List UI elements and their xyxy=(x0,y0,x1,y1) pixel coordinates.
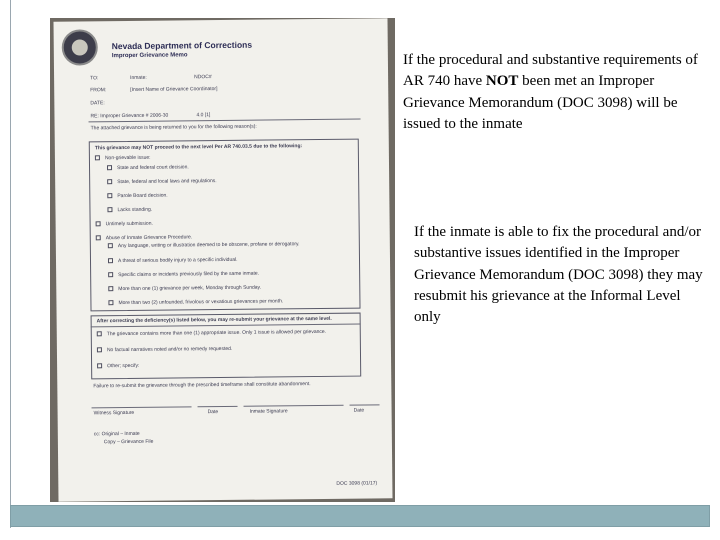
failure-line: Failure to re-submit the grievance through the prescribed timeframe shall constitute abandonment. xyxy=(93,381,311,390)
cc-copy: Copy – Grievance File xyxy=(103,438,154,446)
re-level: 4.0 [1] xyxy=(196,112,211,119)
date-label: Date xyxy=(353,407,365,414)
list-item: No factual narratives noted and/or no remedy requested. xyxy=(106,345,233,354)
cc-original: cc: Original – Inmate xyxy=(93,430,140,438)
list-item: State and federal court decision. xyxy=(117,164,189,172)
witness-signature-label: Witness Signature xyxy=(93,409,135,417)
memo-paper xyxy=(53,18,392,501)
checkbox[interactable] xyxy=(108,243,113,248)
signature-line xyxy=(350,404,380,405)
non-grievable-label: Non-grievable issue: xyxy=(104,154,151,162)
signature-line xyxy=(244,405,344,407)
memo-title: Nevada Department of Corrections xyxy=(111,39,253,52)
checkbox[interactable] xyxy=(96,221,101,226)
header-divider xyxy=(89,119,361,123)
list-item: More than one (1) grievance per week, Monday through Sunday. xyxy=(118,284,262,293)
checkbox[interactable] xyxy=(97,363,102,368)
list-item: Parole Board decision. xyxy=(117,192,168,200)
checkbox[interactable] xyxy=(108,272,113,277)
date-label: DATE: xyxy=(90,100,105,107)
list-item: More than two (2) unfounded, frivolous or vexatious grievances per month. xyxy=(118,298,284,307)
signature-line xyxy=(92,406,192,408)
list-item: A threat of serious bodily injury to a specific individual. xyxy=(117,256,238,265)
slide-frame-line xyxy=(10,0,11,528)
memo-subtitle: Improper Grievance Memo xyxy=(111,52,188,60)
paragraph1-bold: NOT xyxy=(485,73,519,90)
checkbox[interactable] xyxy=(97,347,102,352)
checkbox[interactable] xyxy=(107,179,112,184)
checkbox[interactable] xyxy=(95,155,100,160)
date-label: Date xyxy=(207,409,219,416)
abuse-label: Abuse of Inmate Grievance Procedure. xyxy=(105,234,193,242)
may-not-proceed-heading: This grievance may NOT proceed to the next level Per AR 740.03.5 due to the following: xyxy=(94,143,303,152)
form-number: DOC 3098 (01/17) xyxy=(336,480,378,487)
checkbox[interactable] xyxy=(108,286,113,291)
checkbox[interactable] xyxy=(108,258,113,263)
checkbox[interactable] xyxy=(97,331,102,336)
checkbox[interactable] xyxy=(96,235,101,240)
checkbox[interactable] xyxy=(107,193,112,198)
list-item: Lacks standing. xyxy=(117,206,153,214)
memo-photo xyxy=(50,18,395,502)
ndoc-number-label: NDOC# xyxy=(194,74,212,81)
returned-line: The attached grievance is being returned to you for the following reason(s): xyxy=(90,123,257,132)
checkbox[interactable] xyxy=(107,165,112,170)
slide-bottom-bar xyxy=(10,505,710,527)
list-item: Other; specify: xyxy=(107,362,140,370)
re-label: RE: Improper Grievance # 2006-30 xyxy=(90,112,169,120)
paragraph-resubmit: If the inmate is able to fix the procedural and/or substantive issues identified in the Improper Grievance Memorandum (DOC 3098) they may resubmit his grievance at the Informal Level only xyxy=(414,224,703,326)
list-item: Any language, writing or illustration deemed to be obscene, profane or derogatory. xyxy=(117,241,300,250)
signature-line xyxy=(198,406,238,407)
to-label: TO: xyxy=(90,75,99,82)
checkbox[interactable] xyxy=(108,300,113,305)
after-correcting-heading: After correcting the deficiency(s) listed below, you may re-submit your grievance at the same level. xyxy=(96,315,332,325)
from-value: [Insert Name of Grievance Coordinator] xyxy=(130,86,218,93)
list-item: State, federal and local laws and regulations. xyxy=(117,178,217,186)
ndoc-seal-icon xyxy=(62,29,98,65)
paragraph1-text: If the procedural and substantive requirements of AR 740 have xyxy=(403,52,698,90)
inmate-signature-label: Inmate Signature xyxy=(249,408,288,415)
paragraph1-text-end: been met an Improper Grievance Memorandum (DOC 3098) will be issued to the inmate xyxy=(403,73,678,132)
paragraph-improper-memo xyxy=(403,50,703,135)
inmate-label: Inmate: xyxy=(130,74,147,81)
list-item: Specific claims or incidents previously filed by the same inmate. xyxy=(118,270,260,279)
untimely-label: Untimely submission. xyxy=(105,220,153,228)
from-label: FROM: xyxy=(90,87,107,94)
list-item: The grievance contains more than one (1) appropriate issue. Only 1 issue is allowed per grievance. xyxy=(106,328,327,338)
checkbox[interactable] xyxy=(107,207,112,212)
